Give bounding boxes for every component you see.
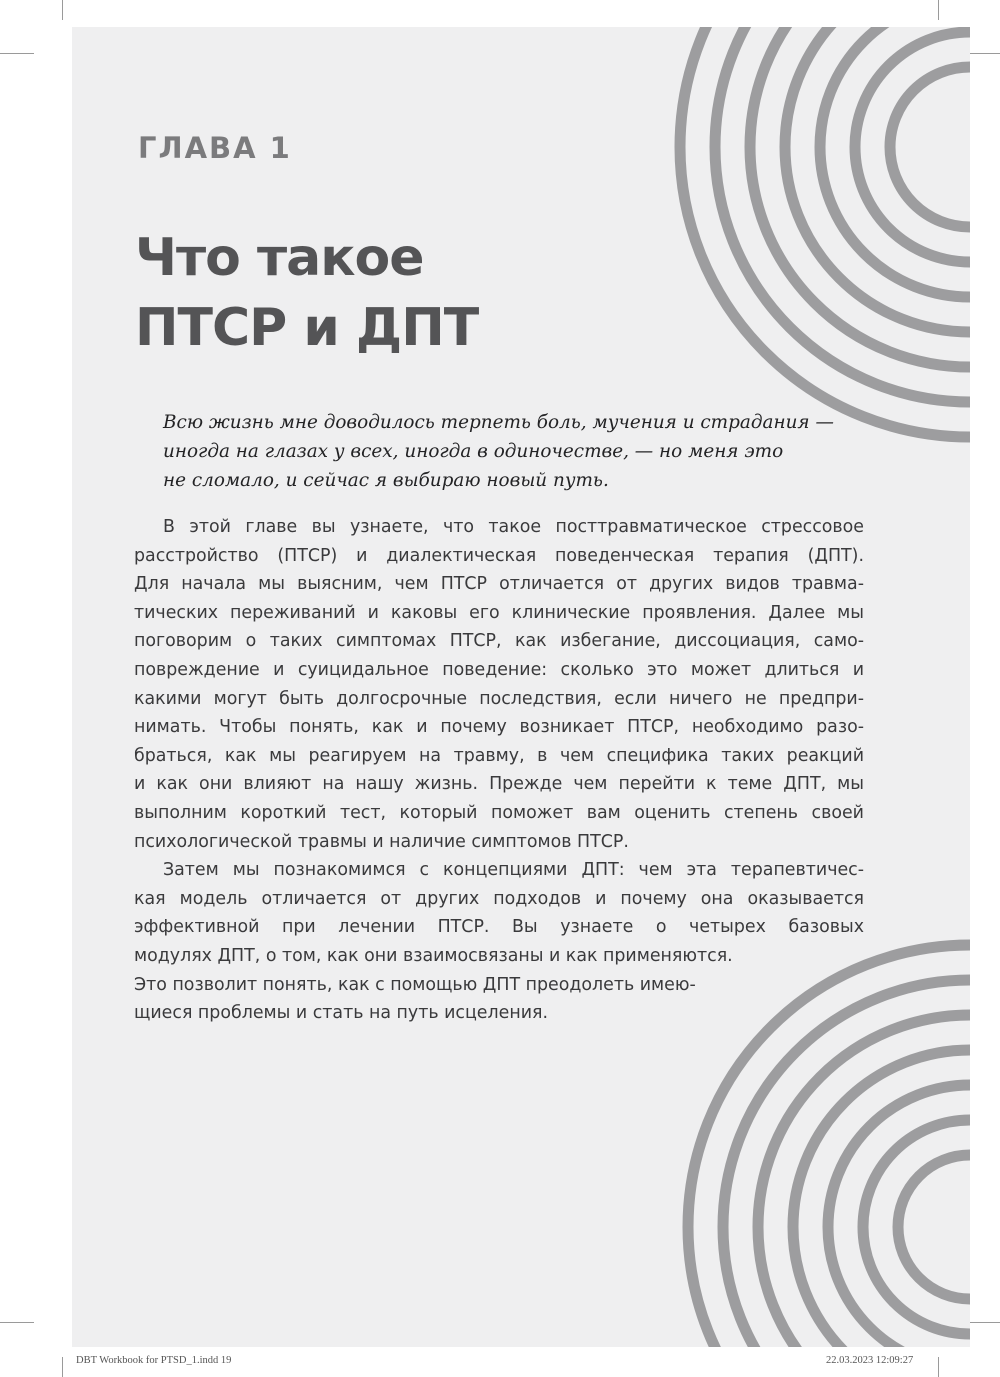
chapter-title-line: ПТСР и ДПТ xyxy=(135,298,479,358)
footer-timestamp: 22.03.2023 12:09:27 xyxy=(826,1355,914,1366)
crop-mark xyxy=(62,0,63,20)
bottom-arc xyxy=(898,1155,970,1299)
body-line: модулях ДПТ, о том, как они взаимосвязаны и как применяются. xyxy=(134,945,733,966)
body-text xyxy=(134,513,864,1028)
epigraph xyxy=(163,408,863,495)
body-line: браться, как мы реагируем на травму, в чем специфика таких реакций xyxy=(134,745,864,766)
footer-file-info: DBT Workbook for PTSD_1.indd 19 xyxy=(76,1355,232,1366)
epigraph-line: не сломало, и сейчас я выбираю новый путь. xyxy=(163,470,609,491)
bottom-arc xyxy=(793,1050,970,1347)
top-arc xyxy=(890,67,970,227)
book-page xyxy=(72,27,970,1347)
crop-mark xyxy=(966,1322,1000,1323)
body-line: В этой главе вы узнаете, что такое посттравматическое стрессовое xyxy=(163,517,864,537)
body-line: расстройство (ПТСР) и диалектическая поведенческая терапия (ДПТ). xyxy=(134,545,864,566)
body-line: щиеся проблемы и стать на путь исцеления. xyxy=(134,1003,548,1024)
body-line: кая модель отличается от других подходов и почему она оказывается xyxy=(134,888,864,909)
body-line: выполним короткий тест, который поможет вам оценить степень своей xyxy=(134,802,864,823)
chapter-title-line: Что такое xyxy=(135,228,424,288)
body-line: нимать. Чтобы понять, как и почему возникает ПТСР, необходимо разо- xyxy=(134,717,864,738)
crop-mark xyxy=(966,53,1000,54)
body-line: Затем мы познакомимся с концепциями ДПТ: чем эта терапевтичес- xyxy=(163,860,864,881)
epigraph-line: иногда на глазах у всех, иногда в одиночестве, — но меня это xyxy=(163,441,784,462)
body-line: Для начала мы выясним, чем ПТСР отличается от других видов травма- xyxy=(134,574,864,595)
chapter-title xyxy=(135,223,478,363)
crop-mark xyxy=(62,1357,63,1377)
crop-mark xyxy=(0,53,34,54)
crop-mark xyxy=(938,0,939,20)
body-line: тических переживаний и каковы его клинические проявления. Далее мы xyxy=(134,602,864,623)
epigraph-line: Всю жизнь мне доводилось терпеть боль, мучения и страдания — xyxy=(163,412,834,433)
crop-mark xyxy=(0,1322,34,1323)
body-line: и как они влияют на нашу жизнь. Прежде чем перейти к теме ДПТ, мы xyxy=(134,774,864,795)
body-line: эффективной при лечении ПТСР. Вы узнаете о четырех базовых xyxy=(134,917,864,938)
body-line: поговорим о таких симптомах ПТСР, как избегание, диссоциация, само- xyxy=(134,631,864,652)
body-line: Это позволит понять, как с помощью ДПТ преодолеть имею- xyxy=(134,974,696,995)
crop-mark xyxy=(938,1357,939,1377)
body-line: какими могут быть долгосрочные последствия, если ничего не предпри- xyxy=(134,688,864,709)
body-line: повреждение и суицидальное поведение: сколько это может длиться и xyxy=(134,659,864,680)
chapter-label: ГЛАВА 1 xyxy=(138,131,292,165)
body-line: психологической травмы и наличие симптомов ПТСР. xyxy=(134,831,629,852)
